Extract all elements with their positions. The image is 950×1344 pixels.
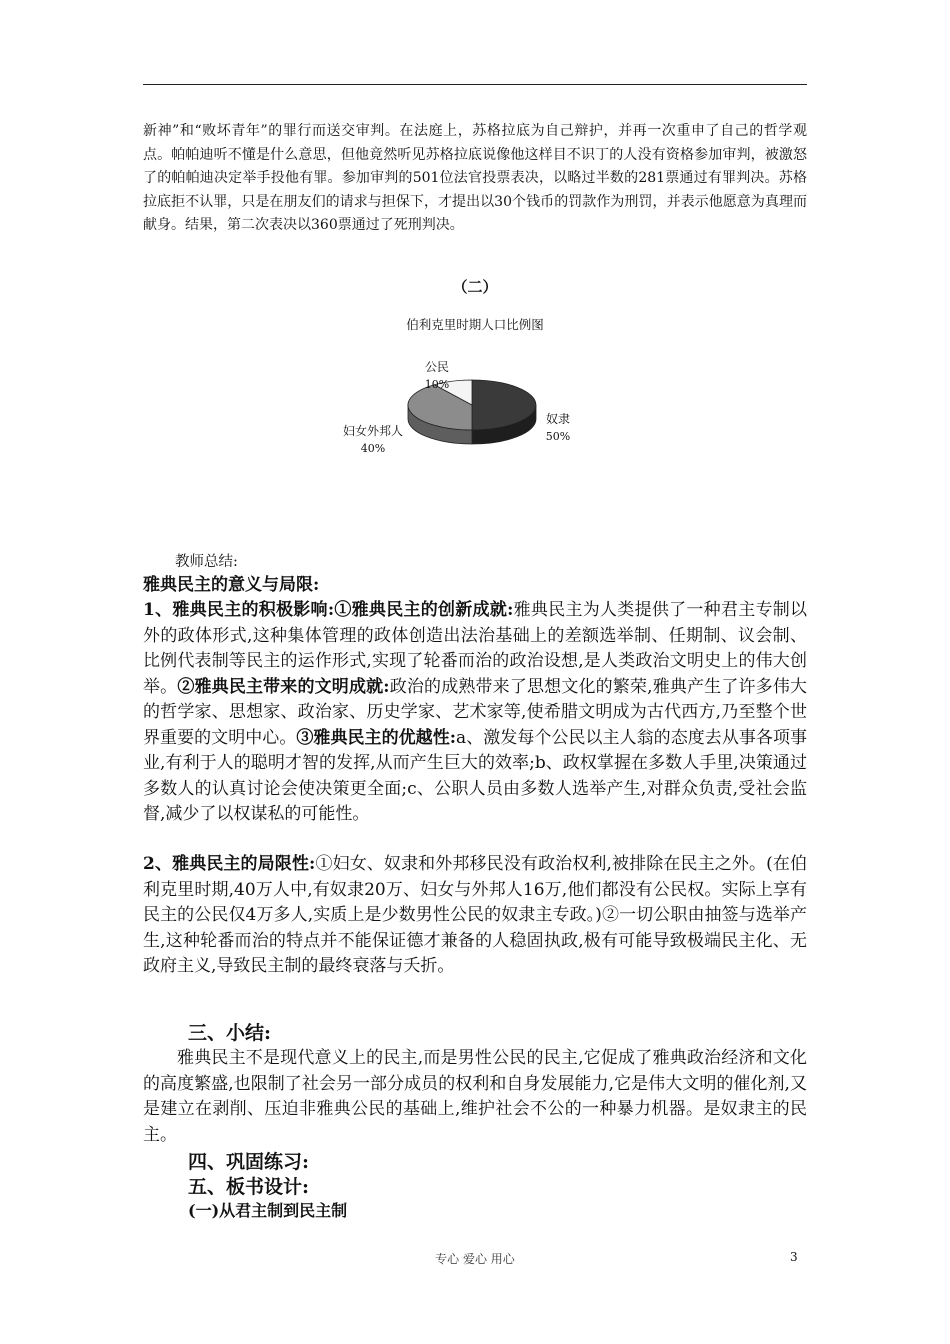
summary-heading: 三、小结: xyxy=(188,1022,272,1044)
header-rule xyxy=(143,84,807,85)
limitation-label: 2、雅典民主的局限性: xyxy=(143,854,316,874)
superiority-text: a、激发每个公民以主人翁的态度去从事各项事业,有利于人的聪明才智的发挥,从而产生巨大的效率;b、政权掌握在多数人手里,决策通过多数人的认真讨论会使决策更全面;c、公职人员由多数人选举产生,对群众负责,受社会监督,减少了以权谋私的可能性。 xyxy=(143,727,807,824)
significance-heading: 雅典民主的意义与局限: xyxy=(143,575,320,595)
pie-value-奴隶: 50% xyxy=(545,430,571,443)
innovation-text: 雅典民主为人类提供了一种君主专制以外的政体形式,这种集体管理的政体创造出法治基础上的差额选举制、任期制、议会制、比例代表制等民主的运作形式,实现了轮番而治的政治设想,是人类政治文明史上的伟大创举。 xyxy=(143,600,808,697)
practice-heading: 四、巩固练习: xyxy=(188,1151,310,1173)
section-two-label: （二） xyxy=(452,278,498,296)
board-sub-heading: (一)从君主制到民主制 xyxy=(188,1201,348,1220)
summary-text: 雅典民主不是现代意义上的民主,而是男性公民的民主,它促成了雅典政治经济和文化的高度繁盛,也限制了社会另一部分成员的权利和自身发展能力,它是伟大文明的催化剂,又是建立在剥削、压迫非雅典公民的基础上,维护社会不公的一种暴力机器。是奴隶主的民主。 xyxy=(143,1048,807,1145)
chart-title: 伯利克里时期人口比例图 xyxy=(406,317,544,332)
teacher-summary-label: 教师总结: xyxy=(175,554,238,570)
page-number: 3 xyxy=(790,1250,798,1264)
limitation-paragraph xyxy=(143,852,807,980)
civilization-text: 政治的成熟带来了思想文化的繁荣,雅典产生了许多伟大的哲学家、思想家、政治家、历史学家、艺术家等,使希腊文明成为古代西方,乃至整个世界重要的文明中心。 xyxy=(143,676,807,748)
limitation-text: ①妇女、奴隶和外邦移民没有政治权利,被排除在民主之外。(在伯利克里时期,40万人中,有奴隶20万、妇女与外邦人16万,他们都没有公民权。实际上享有民主的公民仅4万多人,实质上是少数男性公民的奴隶主专政。)②一切公职由抽签与选举产生,这种轮番而治的特点并不能保证德才兼备的人稳固执政,极有可能导致极端民主化、无政府主义,导致民主制的最终衰落与夭折。 xyxy=(143,854,807,976)
positive-impact-label: 1、雅典民主的积极影响: xyxy=(143,600,335,620)
intro-paragraph: 新神”和“败坏青年”的罪行而送交审判。在法庭上，苏格拉底为自己辩护，并再一次重申了自己的哲学观点。帕帕迪听不懂是什么意思，但他竟然听见苏格拉底说像他这样目不识丁的人没有资格参加审判，被激怒了的帕帕迪决定举手投他有罪。参加审判的501位法官投票表决，以略过半数的281票通过有罪判决。苏格拉底拒不认罪，只是在朋友们的请求与担保下，才提出以30个钱币的罚款作为刑罚，并表示他愿意为真理而献身。结果，第二次表决以360票通过了死刑判决。 xyxy=(143,123,807,233)
pie-label-妇女外邦人: 妇女外邦人 xyxy=(342,424,404,438)
superiority-label: ③雅典民主的优越性: xyxy=(296,727,457,748)
positive-impact-paragraph xyxy=(143,598,807,828)
pie-label-公民: 公民 xyxy=(424,360,450,374)
pie-value-公民: 10% xyxy=(424,378,450,391)
pie-label-奴隶: 奴隶 xyxy=(545,412,571,426)
page-footer: 专心 爱心 用心 xyxy=(435,1252,515,1266)
pie-value-妇女外邦人: 40% xyxy=(360,442,386,455)
board-heading: 五、板书设计: xyxy=(188,1176,310,1198)
civilization-label: ②雅典民主带来的文明成就: xyxy=(177,676,390,697)
innovation-label: ①雅典民主的创新成就: xyxy=(334,600,514,620)
population-pie-chart xyxy=(320,345,620,465)
